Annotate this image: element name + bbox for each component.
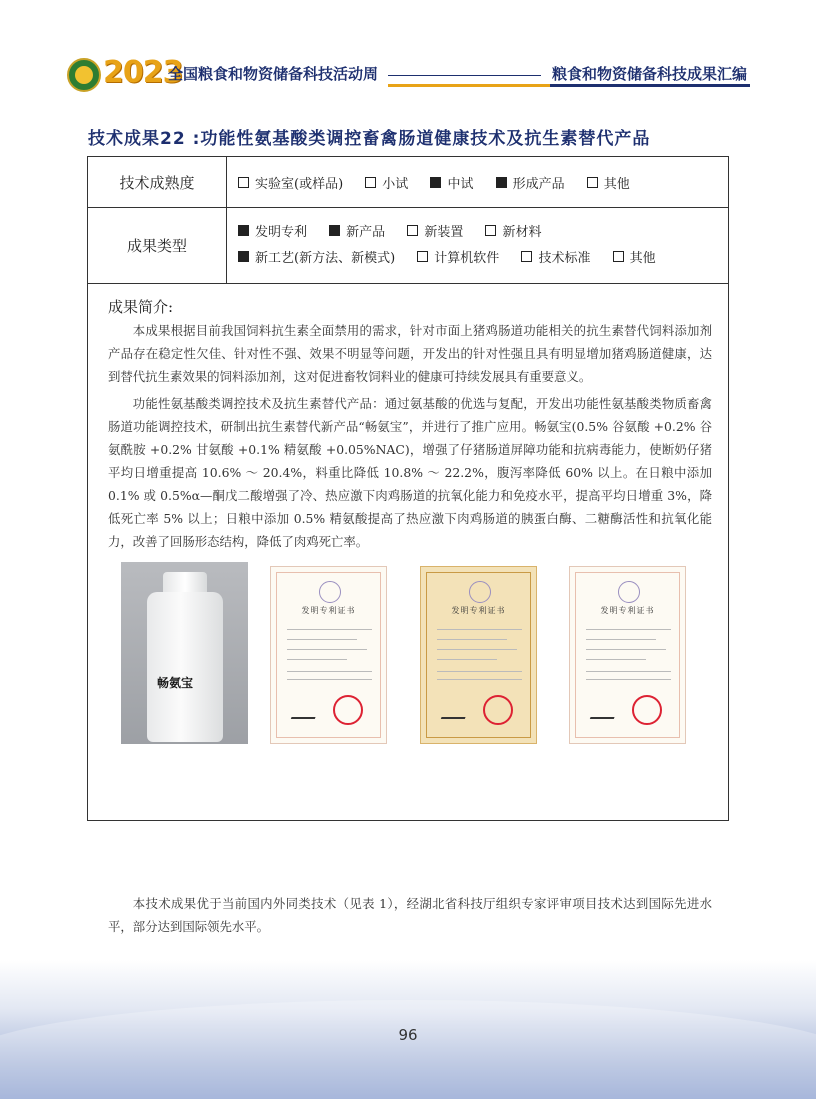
bottle-label: 畅氨宝 xyxy=(157,676,194,690)
certificate-title: 发明专利证书 xyxy=(451,606,506,615)
grain-logo-icon xyxy=(67,58,101,92)
header-year: 2023 xyxy=(103,55,183,90)
result-type-option: 计算机软件 xyxy=(417,247,499,266)
red-seal-icon xyxy=(333,695,363,725)
header-divider xyxy=(388,75,541,76)
page-title: 技术成果22 :功能性氨基酸类调控畜禽肠道健康技术及抗生素替代产品 xyxy=(88,129,651,149)
maturity-options xyxy=(238,173,648,192)
result-type-option: 新工艺(新方法、新模式) xyxy=(238,247,395,266)
certificate-emblem-icon xyxy=(469,581,491,603)
product-bottle-photo xyxy=(121,562,248,744)
checked-box-icon xyxy=(238,225,249,236)
result-type-label: 成果类型 xyxy=(88,207,227,283)
signature-icon xyxy=(291,707,319,719)
signature-icon xyxy=(441,707,469,719)
maturity-option: 中试 xyxy=(430,173,473,192)
checkbox-icon xyxy=(613,251,624,262)
result-type-options-row2 xyxy=(238,247,674,266)
certificate-emblem-icon xyxy=(319,581,341,603)
summary-paragraph: 功能性氨基酸类调控技术及抗生素替代产品：通过氨基酸的优选与复配，开发出功能性氨基酸类物质畜禽肠道功能调控技术，研制出抗生素替代新产品“畅氨宝”，并进行了推广应用。畅氨宝(0.5% 谷氨酸 +0.2% 谷氨酰胺 +0.2% 甘氨酸 +0.1% 精氨酸 +0.05%NAC)，增强了仔猪肠道屏障功能和抗病毒能力，使断奶仔猪平均日增重提高 10.6% ～ 20.4%，料重比降低 10.8% ～ 22.2%，腹泻率降低 60% 以上。在日粮中添加 0.1% 或 0.5%α—酮戊二酸增强了冷、热应激下肉鸡肠道的抗氧化能力和免疫水平，提高平均日增重 3%，降低死亡率 5% 以上；日粮中添加 0.5% 精氨酸提高了热应激下肉鸡肠道的胰蛋白酶、二糖酶活性和抗氧化能力，改善了回肠形态结构，降低了肉鸡死亡率。 xyxy=(108,396,712,549)
red-seal-icon xyxy=(632,695,662,725)
result-type-option: 新产品 xyxy=(329,221,385,240)
result-type-option: 其他 xyxy=(613,247,656,266)
summary-paragraph: 本技术成果优于当前国内外同类技术（见表 1），经湖北省科技厅组织专家评审项目技术达到国际先进水平，部分达到国际领先水平。 xyxy=(108,896,712,934)
header-compilation-title: 粮食和物资储备科技成果汇编 xyxy=(552,65,748,83)
checkbox-icon xyxy=(365,177,376,188)
checked-box-icon xyxy=(430,177,441,188)
header-event-title: 全国粮食和物资储备科技活动周 xyxy=(168,65,379,83)
checkbox-icon xyxy=(238,177,249,188)
result-type-row xyxy=(88,207,728,284)
patent-certificate-image xyxy=(420,566,537,744)
certificate-title: 发明专利证书 xyxy=(301,606,356,615)
summary-title: 成果简介: xyxy=(108,298,174,316)
checkbox-icon xyxy=(417,251,428,262)
patent-certificate-image xyxy=(569,566,686,744)
summary-paragraph: 本成果根据目前我国饲料抗生素全面禁用的需求，针对市面上猪鸡肠道功能相关的抗生素替代饲料添加剂产品存在稳定性欠佳、针对性不强、效果不明显等问题，开发出的针对性强且具有明显增加猪鸡肠道健康，达到替代抗生素效果的饲料添加剂，这对促进畜牧饲料业的健康可持续发展具有重要意义。 xyxy=(108,323,712,384)
result-type-option: 发明专利 xyxy=(238,221,307,240)
page-header xyxy=(0,0,816,100)
red-seal-icon xyxy=(483,695,513,725)
certificate-title: 发明专利证书 xyxy=(600,606,655,615)
checkbox-icon xyxy=(521,251,532,262)
result-type-option: 新装置 xyxy=(407,221,463,240)
checked-box-icon xyxy=(329,225,340,236)
maturity-option: 形成产品 xyxy=(496,173,565,192)
maturity-row xyxy=(88,157,728,208)
header-navy-rule xyxy=(550,84,750,87)
maturity-label: 技术成熟度 xyxy=(88,157,227,207)
result-type-options-row1 xyxy=(238,221,559,240)
checkbox-icon xyxy=(587,177,598,188)
signature-icon xyxy=(590,707,618,719)
checkbox-icon xyxy=(485,225,496,236)
checked-box-icon xyxy=(496,177,507,188)
result-type-option: 技术标准 xyxy=(521,247,590,266)
checked-box-icon xyxy=(238,251,249,262)
result-type-option: 新材料 xyxy=(485,221,541,240)
maturity-option: 小试 xyxy=(365,173,408,192)
patent-certificate-image xyxy=(270,566,387,744)
maturity-option: 实验室(或样品) xyxy=(238,173,343,192)
maturity-option: 其他 xyxy=(587,173,630,192)
certificate-emblem-icon xyxy=(618,581,640,603)
page-number: 96 xyxy=(398,1026,418,1044)
checkbox-icon xyxy=(407,225,418,236)
